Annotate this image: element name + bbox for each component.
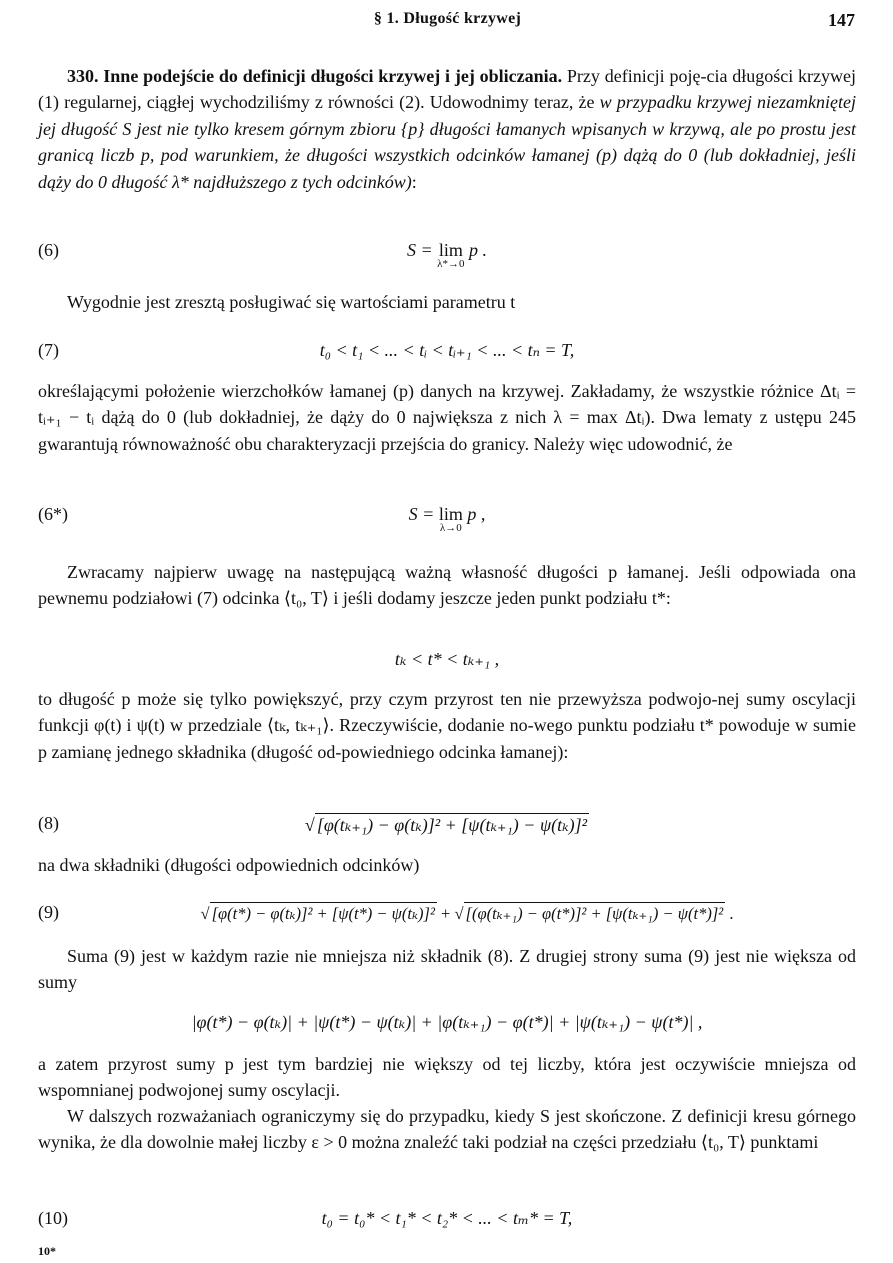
running-header	[40, 10, 855, 36]
sqrt-radicand: [φ(tₖ₊₁) − φ(tₖ)]² + [ψ(tₖ₊₁) − ψ(tₖ)]²	[316, 815, 588, 835]
sqrt-sign: √	[304, 815, 315, 835]
paragraph: Wygodnie jest zresztą posługiwać się wartościami parametru t	[67, 292, 516, 312]
period: .	[725, 904, 734, 923]
eq-lhs: S =	[408, 504, 439, 524]
equation-label: (6)	[38, 240, 59, 260]
lim-text: lim	[438, 504, 463, 524]
limit-operator	[439, 504, 463, 534]
plus-sign: +	[436, 904, 455, 923]
paragraph-330	[38, 63, 856, 195]
eq-rhs: p ,	[462, 504, 486, 524]
equation-body	[38, 504, 856, 534]
sqrt-radicand: [φ(t*) − φ(tₖ)]² + [ψ(t*) − ψ(tₖ)]²	[211, 904, 435, 923]
lim-subscript: λ*→0	[437, 258, 465, 270]
paragraph: Suma (9) jest w każdym razie nie mniejsza niż składnik (8). Z drugiej strony suma (9) jest nie większa od sumy	[38, 946, 856, 993]
equation-body: t₀ = t₀* < t₁* < t₂* < ... < tₘ* = T,	[321, 1208, 573, 1228]
section-title: § 1. Długość krzywej	[373, 10, 522, 27]
limit-operator	[437, 240, 464, 270]
paragraph: na dwa składniki (długości odpowiednich odcinków)	[38, 855, 420, 875]
paragraph: W dalszych rozważaniach ograniczymy się do przypadku, kiedy S jest skończone. Z definicji kresu górnego wynika, że dla dowolnie małej liczby ε > 0 można znaleźć taki podział na części przedziału ⟨t₀, T⟩ punktami	[38, 1106, 856, 1153]
equation-6	[38, 240, 856, 272]
eq-rhs: p .	[464, 240, 487, 260]
equation-body	[38, 813, 856, 836]
equation-body: tₖ < t* < tₖ₊₁ ,	[394, 649, 500, 669]
equation-10	[38, 1208, 856, 1240]
equation-label: (10)	[38, 1208, 68, 1228]
page-number: 147	[828, 10, 855, 30]
paragraph: to długość p może się tylko powiększyć, przy czym przyrost ten nie przewyższa podwojo-nej sumy oscylacji funkcji φ(t) i ψ(t) w przedziale ⟨tₖ, tₖ₊₁⟩. Rzeczywiście, dodanie no-wego punktu podziału t* powoduje w sumie p zamianę jednego składnika (długość od-powiedniego odcinka łamanej):	[38, 689, 856, 762]
sqrt-sign: √	[454, 904, 464, 923]
paragraph-text: Przy definicji poję-cia długości krzywej (1) regularnej, ciągłej wychodziliśmy z równości (2). Udowodnimy teraz, że	[38, 66, 856, 113]
equation-label: (7)	[38, 340, 59, 360]
lim-subscript: λ→0	[439, 522, 462, 534]
equation-9	[38, 902, 856, 934]
equation-label: (9)	[38, 902, 59, 922]
paragraph: a zatem przyrost sumy p jest tym bardziej nie większy od tej liczby, która jest oczywiście mniejsza od wspomnianej podwojonej sumy oscylacji.	[38, 1054, 856, 1101]
equation-body	[38, 240, 856, 270]
sqrt-sign: √	[200, 904, 210, 923]
equation-body: t₀ < t₁ < ... < tᵢ < tᵢ₊₁ < ... < tₙ = T,	[319, 340, 575, 360]
equation-7	[38, 340, 856, 372]
equation-label: (8)	[38, 813, 59, 833]
paragraph: określającymi położenie wierzchołków łamanej (p) danych na krzywej. Zakładamy, że wszystkie różnice Δtᵢ = tᵢ₊₁ − tᵢ dążą do 0 (lub dokładniej, że dąży do 0 największa z nich λ = max Δtᵢ). Dwa lematy z ustępu 245 gwarantują równoważność obu charakteryzacji przejścia do granicy. Należy więc udowodnić, że	[38, 381, 856, 454]
equation-body: |φ(t*) − φ(tₖ)| + |ψ(t*) − ψ(tₖ)| + |φ(tₖ₊₁) − φ(t*)| + |ψ(tₖ₊₁) − ψ(t*)| ,	[191, 1012, 703, 1032]
lim-text: lim	[438, 240, 463, 260]
paragraph: Zwracamy najpierw uwagę na następującą ważną własność długości p łamanej. Jeśli odpowiada ona pewnemu podziałowi (7) odcinka ⟨t₀, T⟩ i jeśli dodamy jeszcze jeden punkt podziału t*:	[38, 562, 856, 609]
equation-body	[78, 902, 856, 925]
section-lead: 330. Inne podejście do definicji długości krzywej i jej obliczania.	[67, 66, 563, 86]
sqrt-radicand: [(φ(tₖ₊₁) − φ(t*)]² + [ψ(tₖ₊₁) − ψ(t*)]²	[465, 904, 724, 923]
theorem-italic-text: w przypadku krzywej niezamkniętej jej długość S jest nie tylko kresem górnym zbioru {p} długości łamanych wpisanych w krzywą, ale po prostu jest granicą liczb p, pod warunkiem, że długości wszystkich odcinków łamanej (p) dążą do 0 (lub dokładniej, jeśli dąży do 0 długość λ* najdłuższego z tych odcinków)	[38, 92, 856, 192]
equation-8	[38, 813, 856, 845]
equation-tk	[38, 649, 856, 681]
paragraph-text: :	[411, 171, 417, 192]
equation-label: (6*)	[38, 504, 68, 524]
eq-lhs: S =	[407, 240, 438, 260]
signature-mark: 10*	[38, 1244, 56, 1258]
equation-6-star	[38, 504, 856, 536]
equation-abs-sum	[38, 1012, 856, 1044]
